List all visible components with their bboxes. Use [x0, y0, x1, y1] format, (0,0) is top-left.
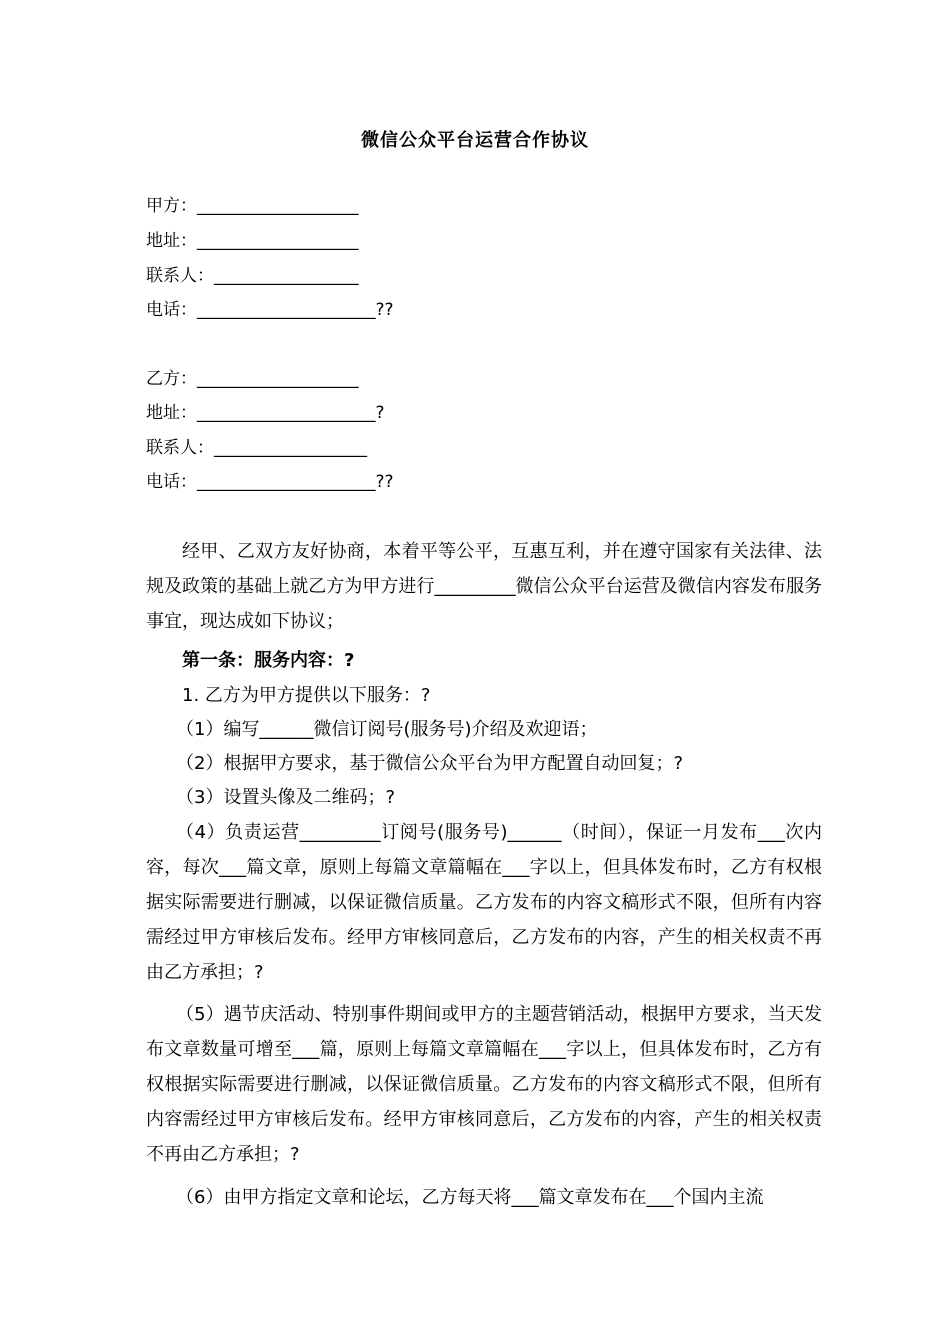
subitem-4: （4）负责运营_________订阅号(服务号)______（时间），保证一月发布___次内容，每次___篇文章，原则上每篇文章篇幅在___字以上，但具体发布时，乙方有权根据实际需要进行删减，以保证微信质量。乙方发布的内容文稿形式不限，但所有内容需经过甲方审核后发布。经甲方审核同意后，乙方发布的内容，产生的相关权责不再由乙方承担；? — [146, 822, 822, 983]
party-b-contact-line: 联系人：__________________ — [146, 438, 367, 458]
party-b-name-line: 乙方：___________________ — [146, 369, 359, 389]
intro-paragraph: 经甲、乙双方友好协商，本着平等公平，互惠互利，并在遵守国家有关法律、法规及政策的基础上就乙方为甲方进行_________微信公众平台运营及微信内容发布服务事宜，现达成如下协议； — [146, 541, 822, 632]
subitem-5: （5）遇节庆活动、特别事件期间或甲方的主题营销活动，根据甲方要求，当天发布文章数量可增至___篇，原则上每篇文章篇幅在___字以上，但具体发布时，乙方有权根据实际需要进行删减，以保证微信质量。乙方发布的内容文稿形式不限，但所有内容需经过甲方审核后发布。经甲方审核同意后，乙方发布的内容，产生的相关权责不再由乙方承担；? — [146, 1004, 822, 1165]
party-a-phone-line: 电话：_____________________?? — [146, 300, 394, 320]
party-a-contact-line: 联系人：_________________ — [146, 266, 359, 286]
party-b-phone-line: 电话：_____________________?? — [146, 472, 394, 492]
subitem-1: （1）编写______微信订阅号(服务号)介绍及欢迎语； — [176, 719, 598, 740]
party-a-address-line: 地址：___________________ — [146, 231, 359, 251]
subitem-3: （3）设置头像及二维码；? — [176, 787, 396, 808]
item1-line: 1. 乙方为甲方提供以下服务：? — [182, 685, 431, 706]
party-a-name-line: 甲方：___________________ — [146, 196, 359, 216]
document-title: 微信公众平台运营合作协议 — [361, 130, 589, 151]
subitem-6: （6）由甲方指定文章和论坛，乙方每天将___篇文章发布在___个国内主流 — [176, 1187, 764, 1208]
subitem-2: （2）根据甲方要求，基于微信公众平台为甲方配置自动回复；? — [176, 753, 684, 774]
party-b-address-line: 地址：_____________________? — [146, 403, 385, 423]
article1-heading: 第一条：服务内容：? — [182, 650, 355, 671]
